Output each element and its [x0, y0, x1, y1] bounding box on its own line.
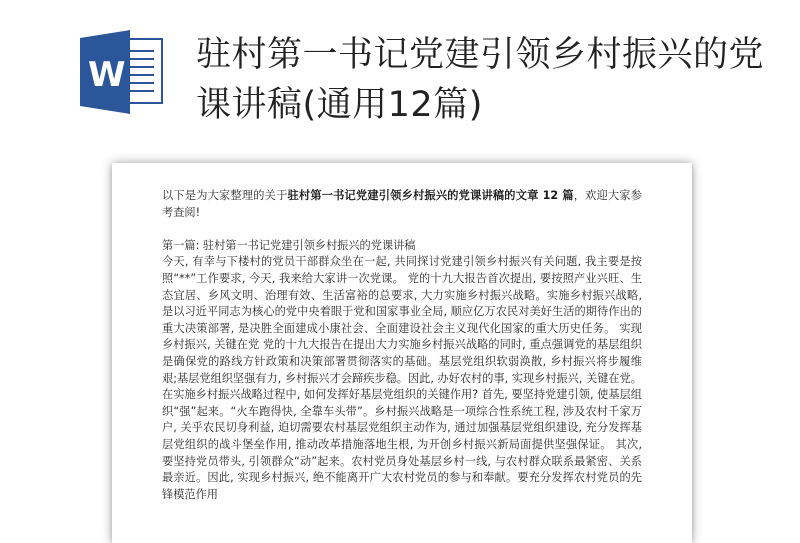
intro-paragraph	[162, 188, 642, 221]
section-title: 第一篇: 驻村第一书记党建引领乡村振兴的党课讲稿	[162, 238, 416, 252]
word-document-icon	[78, 30, 168, 114]
intro-bold-title: 驻村第一书记党建引领乡村振兴的党课讲稿的文章 12 篇	[287, 189, 574, 202]
document-body	[162, 188, 642, 503]
intro-prefix: 以下是为大家整理的关于	[162, 189, 288, 202]
word-icon-letter: W	[88, 55, 126, 95]
intro-suffix: ，欢迎大家参考查阅!	[162, 189, 642, 219]
page-title: 驻村第一书记党建引领乡村振兴的党课讲稿(通用12篇)	[196, 35, 765, 125]
body-paragraph: 今天, 有幸与下楼村的党员干部群众坐在一起, 共同探讨党建引领乡村振兴有关问题, 我主要是按照“**”工作要求, 今天, 我来给大家讲一次党课。 党的十九大报告首次提出, 要按照产业兴旺、生态宜居、乡风文明、治理有效、生活富裕的总要求, 大力实施乡村振兴战略。实施乡村振兴战略, 是以习近平同志为核心的党中央着眼于党和国家事业全局, 顺应亿万农民对美好生活的期待作出的重大决策部署, 是决胜全面建成小康社会、全面建设社会主义现代化国家的重大历史任务。 实现乡村振兴, 关键在党 党的十九大报告在提出大力实施乡村振兴战略的同时, 重点强调党的基层组织是确保党的路线方针政策和决策部署贯彻落实的基础。基层党组织软弱涣散, 乡村振兴将步履维艰;基层党组织坚强有力, 乡村振兴才会蹄疾步稳。因此, 办好农村的事, 实现乡村振兴, 关键在党。 在实施乡村振兴战略过程中, 如何发挥好基层党组织的关键作用? 首先, 要坚持党建引领, 使基层组织“强”起来。“火车跑得快, 全靠车头带”。乡村振兴战略是一项综合性系统工程, 涉及农村千家万户, 关乎农民切身利益, 迫切需要农村基层党组织主动作为, 通过加强基层党组织建设, 充分发挥基层党组织的战斗堡垒作用, 推动改革措施落地生根, 为开创乡村振兴新局面提供坚强保证。 其次, 要坚持党员带头, 引领群众“动”起来。农村党员身处基层乡村一线, 与农村群众联系最紧密、关系最亲近。因此, 实现乡村振兴, 绝不能离开广大农村党员的参与和奉献。要充分发挥农村党员的先锋模范作用	[162, 255, 642, 501]
